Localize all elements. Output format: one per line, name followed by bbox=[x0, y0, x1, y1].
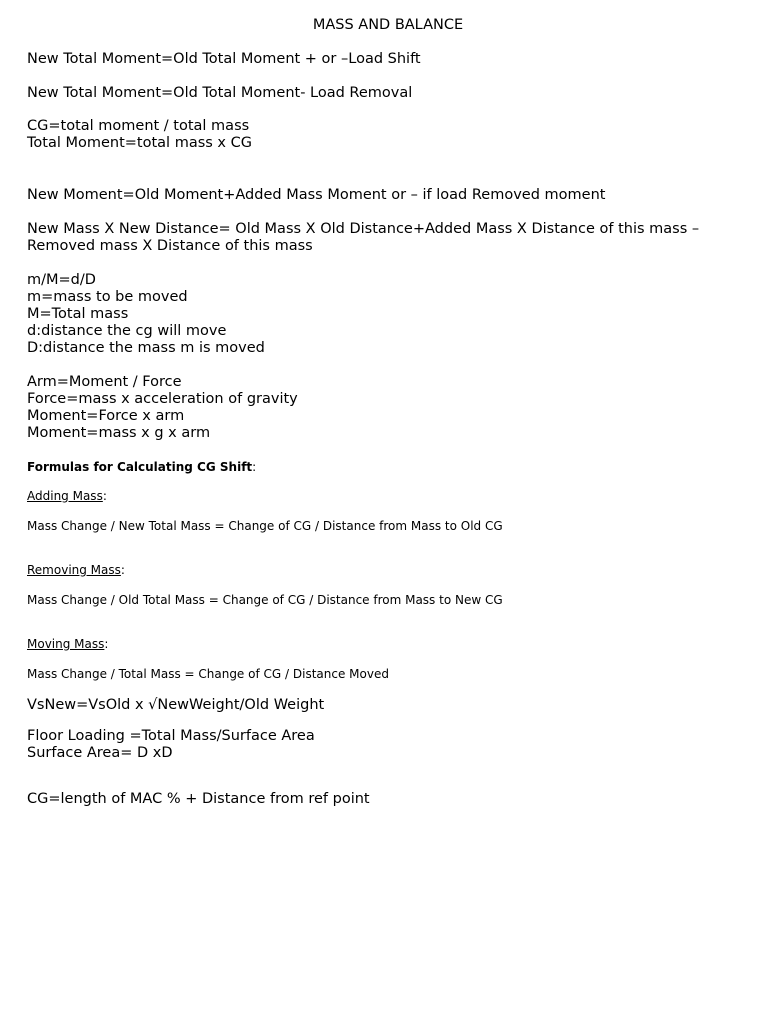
removing-mass-label-colon: : bbox=[120, 563, 125, 577]
document-title: MASS AND BALANCE bbox=[312, 17, 464, 33]
arm-formula: Arm=Moment / Force bbox=[27, 374, 182, 390]
cg-formula: CG=total moment / total mass bbox=[27, 118, 250, 134]
floor-loading-formula: Floor Loading =Total Mass/Surface Area bbox=[27, 728, 315, 744]
moving-mass-label bbox=[27, 637, 108, 652]
shift-ratio-def-m: m=mass to be moved bbox=[27, 289, 188, 305]
shift-ratio-def-M: M=Total mass bbox=[27, 306, 129, 322]
adding-mass-formula: Mass Change / New Total Mass = Change of CG / Distance from Mass to Old CG bbox=[27, 519, 503, 533]
moment-rule-load-shift: New Total Moment=Old Total Moment + or –Load Shift bbox=[27, 51, 421, 67]
removing-mass-label bbox=[27, 563, 125, 578]
moving-mass-formula: Mass Change / Total Mass = Change of CG / Distance Moved bbox=[27, 667, 389, 681]
surface-area-formula: Surface Area= D xD bbox=[27, 745, 173, 761]
removing-mass-formula: Mass Change / Old Total Mass = Change of CG / Distance from Mass to New CG bbox=[27, 593, 503, 607]
cg-mac-formula: CG=length of MAC % + Distance from ref point bbox=[27, 791, 370, 807]
new-mass-distance-line-1: New Mass X New Distance= Old Mass X Old Distance+Added Mass X Distance of this mass – bbox=[27, 221, 700, 237]
adding-mass-label-text: Adding Mass bbox=[27, 489, 103, 503]
cg-shift-heading-colon: : bbox=[252, 460, 257, 474]
moment-force-arm-formula: Moment=Force x arm bbox=[27, 408, 185, 424]
adding-mass-label bbox=[27, 489, 107, 504]
shift-ratio-def-D: D:distance the mass m is moved bbox=[27, 340, 265, 356]
moment-mass-g-arm-formula: Moment=mass x g x arm bbox=[27, 425, 211, 441]
adding-mass-label-colon: : bbox=[102, 489, 107, 503]
new-moment-formula: New Moment=Old Moment+Added Mass Moment or – if load Removed moment bbox=[27, 187, 606, 203]
shift-ratio-formula: m/M=d/D bbox=[27, 272, 96, 288]
force-formula: Force=mass x acceleration of gravity bbox=[27, 391, 298, 407]
shift-ratio-def-d: d:distance the cg will move bbox=[27, 323, 227, 339]
moving-mass-label-colon: : bbox=[104, 637, 109, 651]
moving-mass-label-text: Moving Mass bbox=[27, 637, 105, 651]
cg-shift-heading-text: Formulas for Calculating CG Shift bbox=[27, 460, 253, 474]
cg-shift-heading bbox=[27, 460, 256, 475]
stall-speed-formula: VsNew=VsOld x √NewWeight/Old Weight bbox=[27, 697, 325, 713]
total-moment-formula: Total Moment=total mass x CG bbox=[27, 135, 252, 151]
moment-rule-load-removal: New Total Moment=Old Total Moment- Load Removal bbox=[27, 85, 413, 101]
removing-mass-label-text: Removing Mass bbox=[27, 563, 121, 577]
new-mass-distance-line-2: Removed mass X Distance of this mass bbox=[27, 238, 313, 254]
